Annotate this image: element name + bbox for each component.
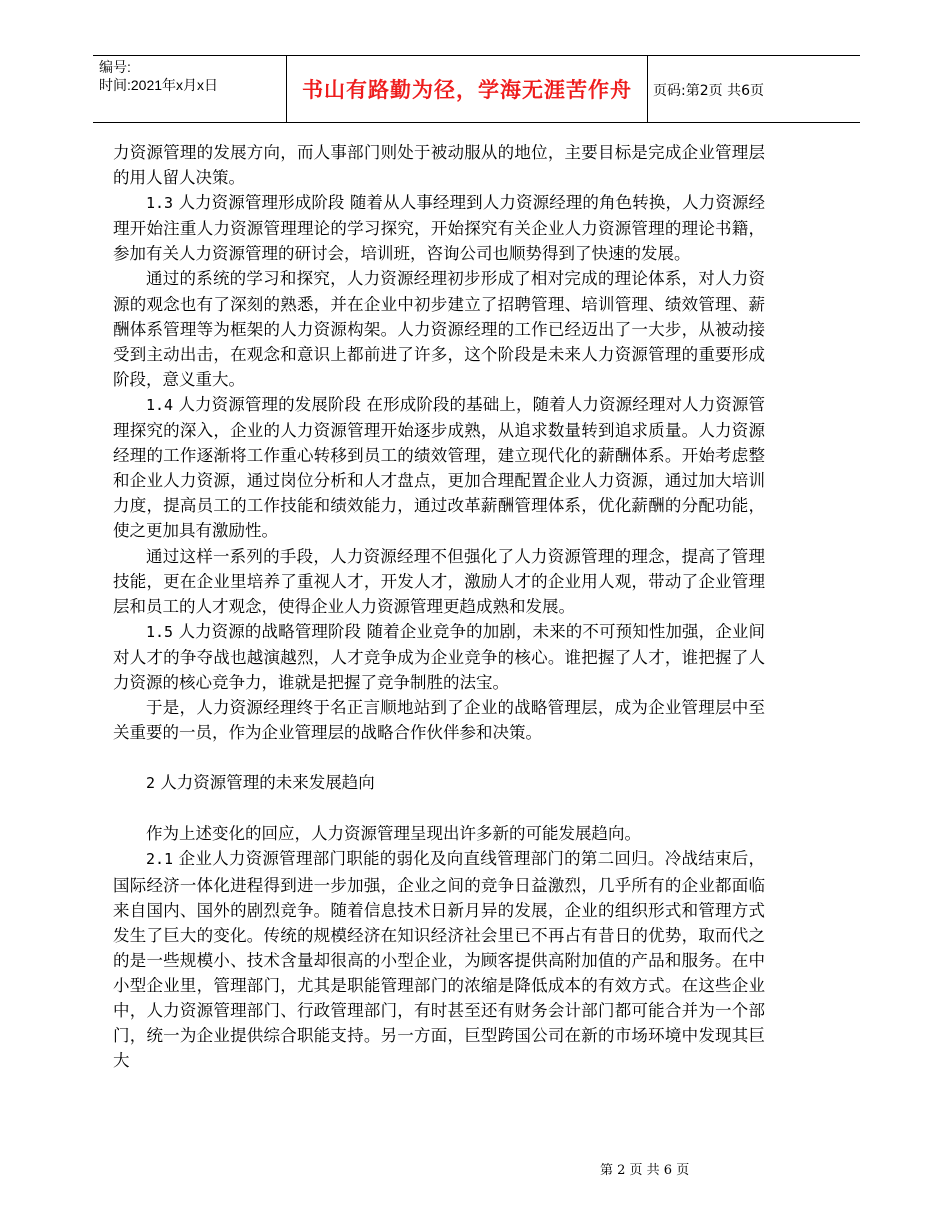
section-2-1: 2.1 企业人力资源管理部门职能的弱化及向直线管理部门的第二回归。冷战结束后，国际经济一体化进程得到进一步加强，企业之间的竞争日益激烈，几乎所有的企业都面临来自国内、国外的剧烈竞争。随着信息技术日新月异的发展，企业的组织形式和管理方式发生了巨大的变化。传统的规模经济在知识经济社会里已不再占有昔日的优势，取而代之的是一些规模小、技术含量却很高的小型企业，为顾客提供高附加值的产品和服务。在中小型企业里，管理部门，尤其是职能管理部门的浓缩是降低成本的有效方式。在这些企业中，人力资源管理部门、行政管理部门，有时甚至还有财务会计部门都可能合并为一个部门，统一为企业提供综合职能支持。另一方面，巨型跨国公司在新的市场环境中发现其巨大 xyxy=(113,849,766,1071)
section-number: 2 xyxy=(146,774,156,793)
paragraph: 通过这样一系列的手段，人力资源经理不但强化了人力资源管理的理念，提高了管理技能，更在企业里培养了重视人才，开发人才，激励人才的企业用人观，带动了企业管理层和员工的人才观念，使得企业人力资源管理更趋成熟和发展。 xyxy=(113,546,765,616)
section-1-4: 1.4 人力资源管理的发展阶段 在形成阶段的基础上，随着人力资源经理对人力资源管理探究的深入，企业的人力资源管理开始逐步成熟，从追求数量转到追求质量。人力资源经理的工作逐渐将工作重心转移到员工的绩效管理，建立现代化的薪酬体系。开始考虑整和企业人力资源，通过岗位分析和人才盘点，更加合理配置企业人力资源，通过加大培训力度，提高员工的工作技能和绩效能力，通过改革薪酬管理体系，优化薪酬的分配功能，使之更加具有激励性。 xyxy=(113,394,765,541)
time-label: 时间:2021年x月x日 xyxy=(99,77,219,93)
code-label: 编号: xyxy=(99,59,131,75)
section-number: 1.5 xyxy=(146,622,174,641)
section-number: 2.1 xyxy=(146,850,174,869)
section-2-heading: 2 人力资源管理的未来发展趋向 xyxy=(146,773,375,793)
page-header xyxy=(93,55,860,123)
section-1-5: 1.5 人力资源的战略管理阶段 随着企业竞争的加剧，未来的不可预知性加强，企业间对人才的争夺战也越演越烈，人才竞争成为企业竞争的核心。谁把握了人才，谁把握了人力资源的核心竞争力，谁就是把握了竞争制胜的法宝。 xyxy=(113,621,765,692)
paragraph: 通过的系统的学习和探究，人力资源经理初步形成了相对完成的理论体系，对人力资源的观念也有了深刻的熟悉，并在企业中初步建立了招聘管理、培训管理、绩效管理、薪酬体系管理等为框架的人力资源构架。人力资源经理的工作已经迈出了一大步，从被动接受到主动出击，在观念和意识上都前进了许多，这个阶段是未来人力资源管理的重要形成阶段，意义重大。 xyxy=(113,269,765,389)
paragraph: 力资源管理的发展方向，而人事部门则处于被动服从的地位，主要目标是完成企业管理层的用人留人决策。 xyxy=(113,143,765,188)
document-body xyxy=(113,140,765,1073)
paragraph: 作为上述变化的回应，人力资源管理呈现出许多新的可能发展趋向。 xyxy=(146,824,641,844)
header-meta xyxy=(93,56,286,122)
header-page-label: 页码:第2页 共6页 xyxy=(653,83,764,99)
section-number: 1.3 xyxy=(146,194,174,213)
paragraph: 于是，人力资源经理终于名正言顺地站到了企业的战略管理层，成为企业管理层中至关重要的一员，作为企业管理层的战略合作伙伴参和决策。 xyxy=(113,698,765,743)
page-footer: 第 2 页 共 6 页 xyxy=(600,1163,690,1178)
header-motto-cell xyxy=(286,56,648,122)
header-motto: 书山有路勤为径，学海无涯苦作舟 xyxy=(302,78,632,102)
section-number: 1.4 xyxy=(146,395,174,414)
section-1-3: 1.3 人力资源管理形成阶段 随着从人事经理到人力资源经理的角色转换，人力资源经理开始注重人力资源管理理论的学习探究，开始探究有关企业人力资源管理的理论书籍，参加有关人力资源管理的研讨会，培训班，咨询公司也顺势得到了快速的发展。 xyxy=(113,193,765,264)
